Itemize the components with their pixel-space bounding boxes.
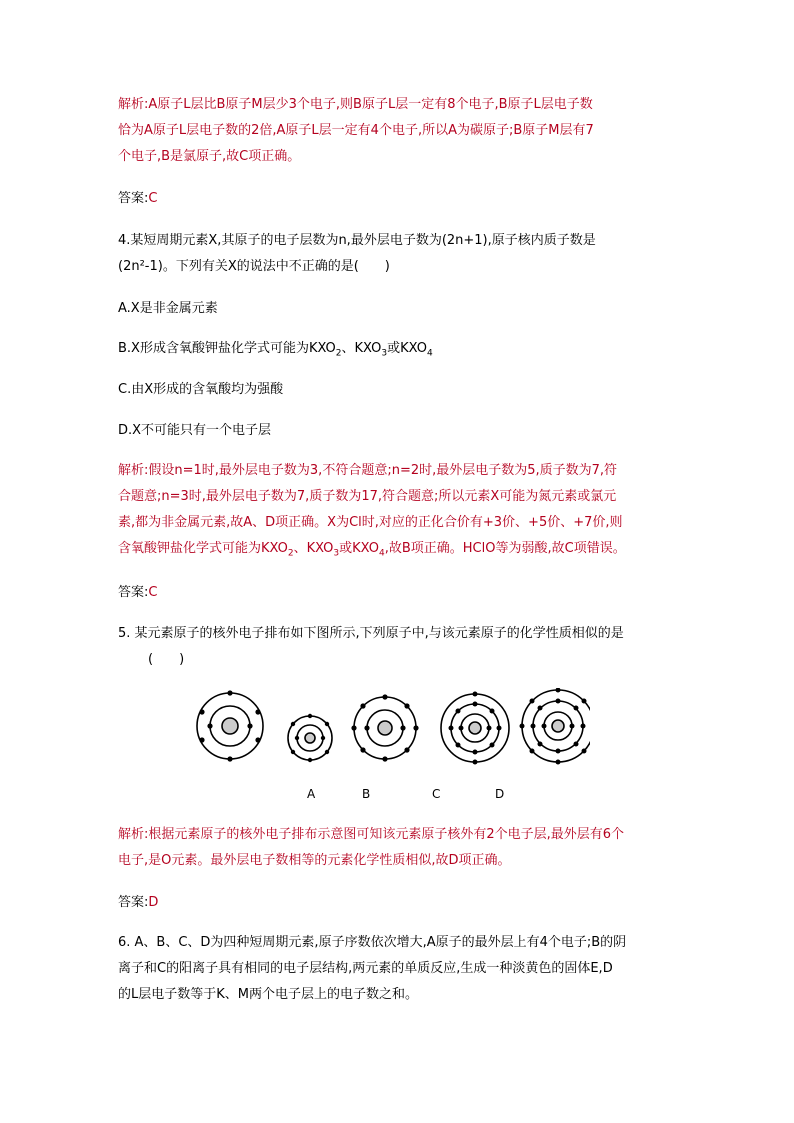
subscript: 4 [379, 548, 385, 559]
option-b-text: 、KXO [341, 341, 382, 356]
option-b-text: B.X形成含氧酸钾盐化学式可能为KXO [118, 341, 336, 356]
solution-5-line: 电子,是O元素。最外层电子数相等的元素化学性质相似,故D项正确。 [118, 853, 511, 868]
solution-3-line: 个电子,B是氯原子,故C项正确。 [118, 149, 301, 164]
solution-3-line: 恰为A原子L层电子数的2倍,A原子L层一定有4个电子,所以A为碳原子;B原子M层有7 [118, 123, 594, 138]
atom-diagrams [190, 688, 590, 798]
answer-value: D [148, 895, 159, 910]
answer-4 [118, 580, 682, 606]
option-a: A.X是非金属元素 [118, 301, 218, 316]
answer-label: 答案: [118, 585, 149, 600]
solution-4-text: 含氧酸钾盐化学式可能为KXO [118, 541, 288, 556]
question-5 [118, 621, 682, 673]
subscript: 3 [381, 348, 388, 359]
question-5-stem-line: ( ) [148, 652, 185, 667]
answer-3 [118, 186, 682, 212]
option-d: D.X不可能只有一个电子层 [118, 423, 272, 438]
solution-4-line: 合题意;n=3时,最外层电子数为7,质子数为17,符合题意;所以元素X可能为氮元素或氯元 [118, 489, 617, 504]
subscript: 4 [426, 348, 433, 359]
subscript: 2 [335, 348, 342, 359]
answer-5 [118, 890, 682, 916]
diagram-label-b: B [362, 787, 371, 801]
subscript: 2 [287, 548, 294, 559]
solution-4-line [118, 536, 682, 562]
solution-4-line: 解析:假设n=1时,最外层电子数为3,不符合题意;n=2时,最外层电子数为5,质子数为7,符 [118, 463, 618, 478]
answer-label: 答案: [118, 191, 149, 206]
question-4 [118, 228, 682, 280]
question-6-line: 的L层电子数等于K、M两个电子层上的电子数之和。 [118, 987, 418, 1002]
answer-label: 答案: [118, 895, 149, 910]
solution-5-line: 解析:根据元素原子的核外电子排布示意图可知该元素原子核外有2个电子层,最外层有6个 [118, 827, 625, 842]
question-6-line: 6. A、B、C、D为四种短周期元素,原子序数依次增大,A原子的最外层上有4个电子;B的阴 [118, 935, 627, 950]
question-4-stem-line: 4.某短周期元素X,其原子的电子层数为n,最外层电子数为(2n+1),原子核内质子数是 [118, 233, 596, 248]
subscript: 3 [333, 548, 340, 559]
solution-5 [118, 822, 682, 874]
solution-4 [118, 458, 682, 562]
solution-4-text: 、KXO [293, 541, 334, 556]
answer-value: C [148, 191, 158, 206]
solution-4-line: 素,都为非金属元素,故A、D项正确。X为Cl时,对应的正化合价有+3价、+5价、+7价,则 [118, 515, 623, 530]
question-6 [118, 930, 682, 1008]
question-4-stem-line: (2n²-1)。下列有关X的说法中不正确的是( ) [118, 259, 390, 274]
option-b [118, 336, 682, 362]
solution-3 [118, 92, 682, 170]
diagram-label-a: A [307, 787, 316, 801]
reference-atom [197, 693, 263, 759]
option-c: C.由X形成的含氧酸均为强酸 [118, 382, 284, 397]
answer-value: C [148, 585, 158, 600]
diagram-label-c: C [432, 787, 441, 801]
question-6-line: 离子和C的阳离子具有相同的电子层结构,两元素的单质反应,生成一种淡黄色的固体E,D [118, 961, 613, 976]
option-b-text: 或KXO [387, 341, 427, 356]
solution-4-text: ,故B项正确。HClO等为弱酸,故C项错误。 [384, 541, 626, 556]
question-5-stem-line: 5. 某元素原子的核外电子排布如下图所示,下列原子中,与该元素原子的化学性质相似的是 [118, 626, 624, 641]
diagram-label-d: D [495, 787, 505, 801]
solution-3-line: 解析:A原子L层比B原子M层少3个电子,则B原子L层一定有8个电子,B原子L层电子数 [118, 97, 593, 112]
solution-4-text: 或KXO [339, 541, 379, 556]
